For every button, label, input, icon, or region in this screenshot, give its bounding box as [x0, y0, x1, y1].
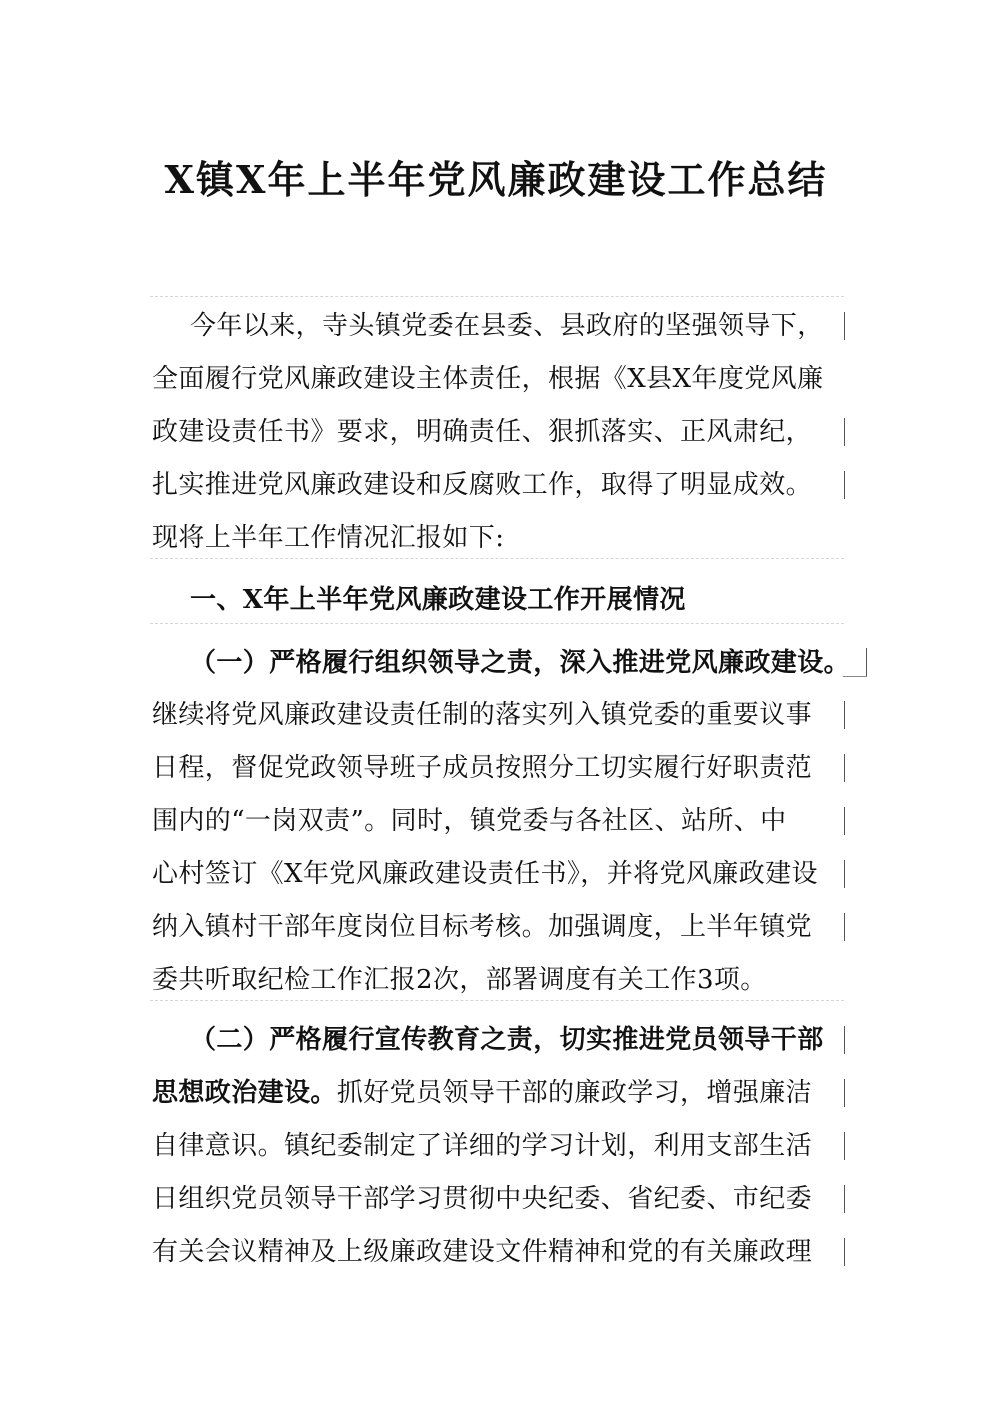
- line-end-marker: [844, 471, 845, 499]
- document-title: X镇X年上半年党风廉政建设工作总结: [164, 157, 828, 202]
- paragraph-body-line: 继续将党风廉政建设责任制的落实列入镇党委的重要议事: [152, 700, 813, 730]
- line-end-marker: [844, 1132, 845, 1160]
- line-end-marker: [844, 1185, 845, 1213]
- paragraph-intro-line: 全面履行党风廉政建设主体责任，根据《X县X年度党风廉: [152, 364, 824, 394]
- paragraph-boundary: [150, 296, 844, 297]
- paragraph-body-text: 抓好党员领导干部的廉政学习，增强廉洁: [336, 1078, 813, 1108]
- paragraph-boundary: [150, 1000, 844, 1001]
- paragraph-body-line: 围内的“一岗双责”。同时，镇党委与各社区、站所、中: [152, 806, 787, 836]
- paragraph-body-line: 日组织党员领导干部学习贯彻中央纪委、省纪委、市纪委: [152, 1184, 813, 1214]
- paragraph-body-line: 有关会议精神及上级廉政建设文件精神和党的有关廉政理: [152, 1237, 813, 1267]
- line-end-marker: [844, 312, 845, 340]
- subsection-heading: （一）严格履行组织领导之责，深入推进党风廉政建设。: [190, 648, 851, 678]
- paragraph-intro-line: 政建设责任书》要求，明确责任、狠抓落实、正风肃纪，: [152, 417, 813, 447]
- paragraph-body-line: [152, 1075, 842, 1111]
- paragraph-body-line: 自律意识。镇纪委制定了详细的学习计划，利用支部生活: [152, 1131, 813, 1161]
- line-end-marker: [844, 754, 845, 782]
- paragraph-intro-line: 扎实推进党风廉政建设和反腐败工作，取得了明显成效。: [152, 470, 813, 500]
- line-end-marker: [844, 418, 845, 446]
- line-end-marker: [844, 1079, 845, 1107]
- paragraph-intro-line: 今年以来，寺头镇党委在县委、县政府的坚强领导下，: [190, 311, 824, 341]
- line-end-marker: [866, 648, 867, 676]
- section-heading: 一、X年上半年党风廉政建设工作开展情况: [190, 585, 686, 615]
- paragraph-body-line: 心村签订《X年党风廉政建设责任书》，并将党风廉政建设: [152, 859, 818, 889]
- line-end-marker: [844, 807, 845, 835]
- subsection-heading-tail: 思想政治建设。: [152, 1078, 337, 1108]
- paragraph-body-line: 委共听取纪检工作汇报2次，部署调度有关工作3项。: [152, 965, 767, 995]
- paragraph-body-line: 纳入镇村干部年度岗位目标考核。加强调度，上半年镇党: [152, 912, 813, 942]
- subsection-heading: （二）严格履行宣传教育之责，切实推进党员领导干部: [190, 1025, 824, 1055]
- paragraph-intro-line: 现将上半年工作情况汇报如下:: [152, 523, 505, 553]
- line-end-marker: [844, 913, 845, 941]
- paragraph-body-line: 日程，督促党政领导班子成员按照分工切实履行好职责范: [152, 753, 813, 783]
- paragraph-boundary: [150, 558, 844, 559]
- line-end-marker: [844, 1026, 845, 1054]
- line-end-marker: [844, 701, 845, 729]
- line-end-marker: [843, 676, 867, 677]
- line-end-marker: [844, 860, 845, 888]
- paragraph-boundary: [150, 623, 844, 624]
- line-end-marker: [844, 1238, 845, 1266]
